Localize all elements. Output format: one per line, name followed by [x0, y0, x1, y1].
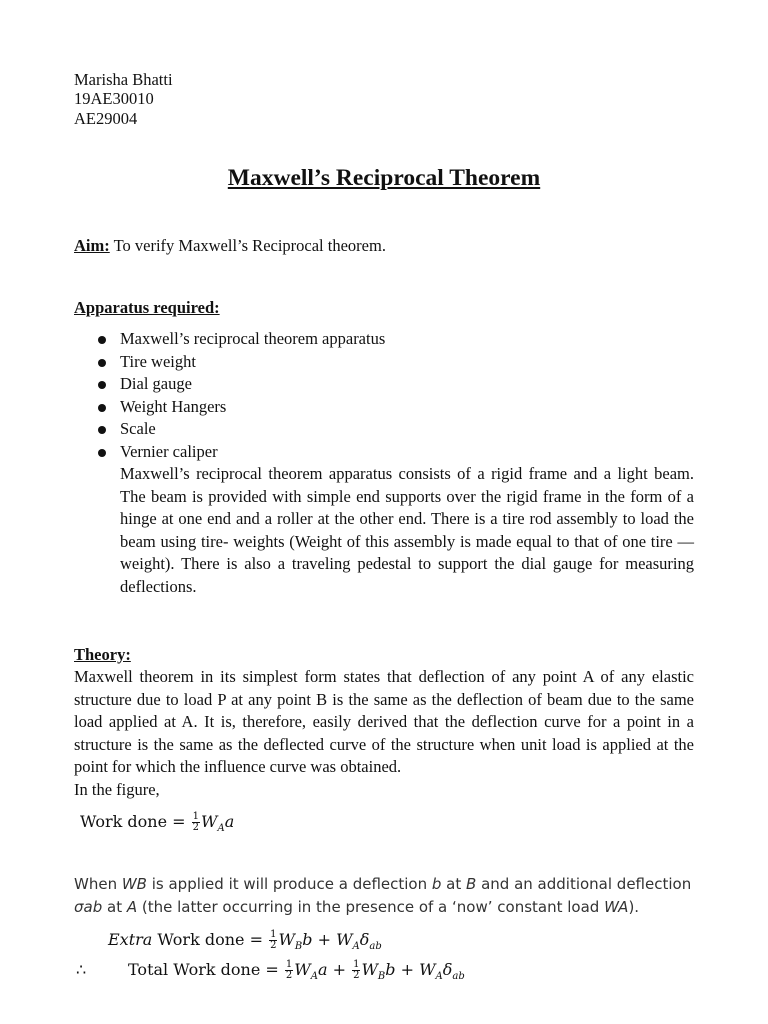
aim-text: To verify Maxwell’s Reciprocal theorem.	[109, 236, 386, 255]
list-item: Dial gauge	[96, 374, 385, 397]
equation-work-done: Work done = $\frac{1}{2}$ $W_Aa$	[80, 811, 235, 835]
bullet-icon	[98, 426, 106, 434]
bullet-icon	[98, 336, 106, 344]
theory-heading: Theory:	[74, 645, 131, 664]
list-item: Scale	[96, 419, 385, 442]
list-item: Tire weight	[96, 352, 385, 375]
list-item: Maxwell’s reciprocal theorem apparatus	[96, 329, 385, 352]
bullet-icon	[98, 404, 106, 412]
apparatus-description: Maxwell’s reciprocal theorem apparatus consists of a rigid frame and a light beam. The beam is provided with simple end supports over the rigid frame in the form of a hinge at one end and a roller at the other end. There is a tire rod assembly to load the beam using tire- weights (Weight of this assembly is made equal to that of one tire —weight). There is also a traveling pedestal to support the dial gauge for measuring deflections.	[120, 464, 694, 596]
therefore-symbol: ∴	[76, 960, 87, 979]
when-line-2: σab at A (the latter occurring in the presence of a ‘now’ constant load WA).	[74, 898, 640, 916]
aim-line	[74, 236, 386, 256]
in-figure-text: In the figure,	[74, 780, 160, 799]
course-code: AE29004	[74, 109, 138, 128]
roll-number: 19AE30010	[74, 89, 154, 108]
author-name: Marisha Bhatti	[74, 70, 173, 89]
equation-total-work: Total Work done = $\frac{1}{2}$ $W_Aa$ + $\frac{1}{2}$ $W_Bb + W_A\delta_{ab}$	[128, 959, 465, 983]
document-title: Maxwell’s Reciprocal Theorem	[227, 165, 541, 191]
apparatus-list	[96, 329, 385, 465]
when-line-1: When WB is applied it will produce a deflection b at B and an additional deflection	[74, 875, 692, 893]
equation-extra-work: Extra Work done = $\frac{1}{2}$ $W_Bb + W_A\delta_{ab}$	[108, 929, 382, 953]
aim-label: Aim:	[74, 236, 110, 255]
bullet-icon	[98, 449, 106, 457]
bullet-icon	[98, 359, 106, 367]
list-item: Vernier caliper	[96, 442, 385, 465]
list-item: Weight Hangers	[96, 397, 385, 420]
bullet-icon	[98, 381, 106, 389]
theory-paragraph: Maxwell theorem in its simplest form states that deflection of any point A of any elastic structure due to load P at any point B is the same as the deflection of beam due to the same load applied at A. It is, therefore, easily derived that the deflection curve for a point in a structure is the same as the deflected curve of the structure when unit load is applied at the point for which the influence curve was obtained.	[74, 667, 694, 777]
apparatus-heading: Apparatus required:	[74, 298, 220, 317]
